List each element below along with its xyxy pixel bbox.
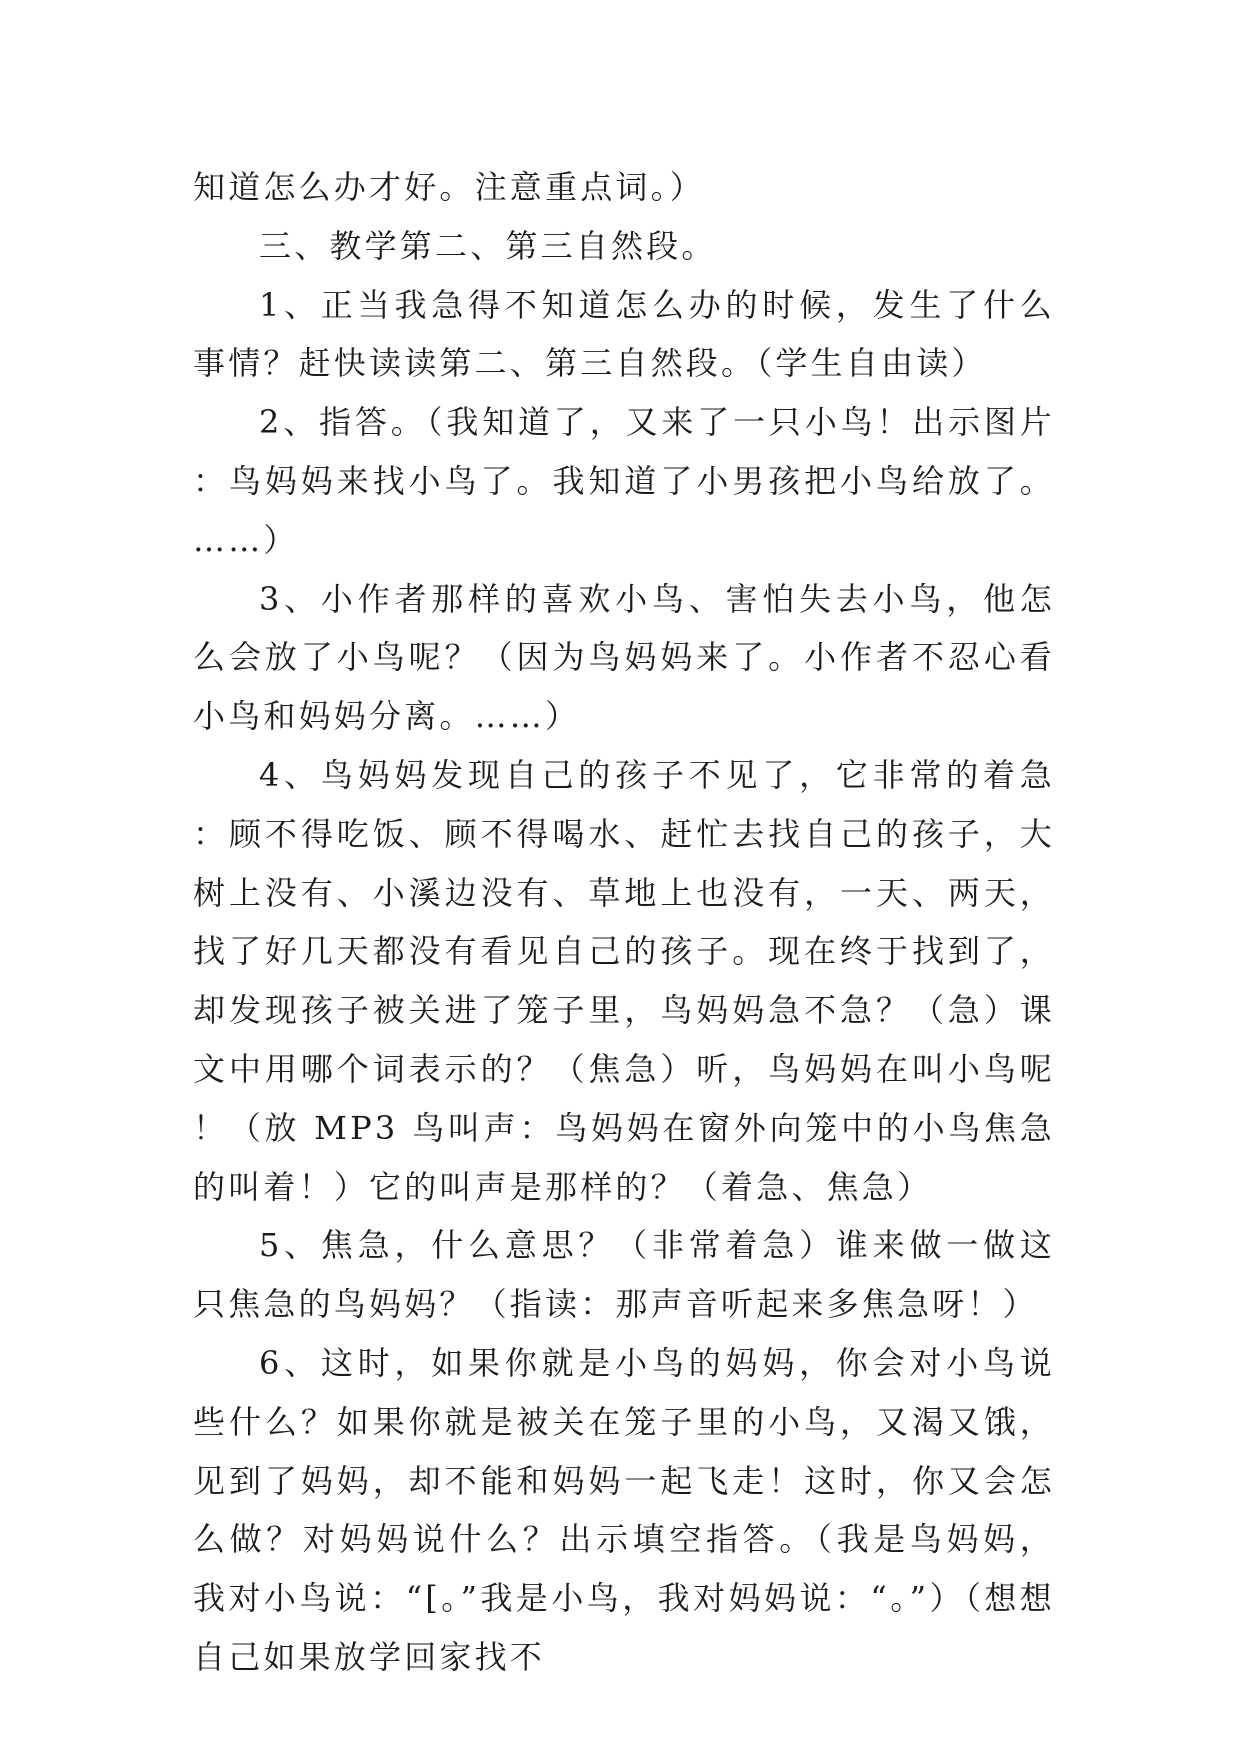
paragraph-item-6: 6、这时，如果你就是小鸟的妈妈，你会对小鸟说些什么？如果你就是被关在笼子里的小鸟，又渴又饿，见到了妈妈，却不能和妈妈一起飞走！这时，你又会怎么做？对妈妈说什么？出示填空指答。（我是鸟妈妈，我对小鸟说：“[。”我是小鸟，我对妈妈说：“。”）（想想自己如果放学回家找不 [193,1343,1055,1676]
paragraph-continuation: 知道怎么办才好。注意重点词。） [193,168,706,206]
section-heading-three: 三、教学第二、第三自然段。 [259,226,717,265]
paragraph-item-2: 2、指答。（我知道了，又来了一只小鸟！出示图片：鸟妈妈来找小鸟了。我知道了小男孩把小鸟给放了。……） [193,403,1055,559]
paragraph-item-1: 1、正当我急得不知道怎么办的时候，发生了什么事情？赶快读读第二、第三自然段。（学生自由读） [193,285,1055,383]
paragraph-item-5: 5、焦急，什么意思？（非常着急）谁来做一做这只焦急的鸟妈妈？（指读：那声音听起来多焦急呀！） [193,1226,1055,1324]
document-body [193,158,1055,1687]
paragraph-item-3: 3、小作者那样的喜欢小鸟、害怕失去小鸟，他怎么会放了小鸟呢？（因为鸟妈妈来了。小作者不忍心看小鸟和妈妈分离。……） [193,579,1055,736]
paragraph-item-4: 4、鸟妈妈发现自己的孩子不见了，它非常的着急：顾不得吃饭、顾不得喝水、赶忙去找自己的孩子，大树上没有、小溪边没有、草地上也没有，一天、两天，找了好几天都没有看见自己的孩子。现在终于找到了，却发现孩子被关进了笼子里，鸟妈妈急不急？（急）课文中用哪个词表示的？（焦急）听，鸟妈妈在叫小鸟呢！（放 MP3 鸟叫声：鸟妈妈在窗外向笼中的小鸟焦急的叫着！）它的叫声是那样的？（着急、焦急） [193,755,1055,1206]
